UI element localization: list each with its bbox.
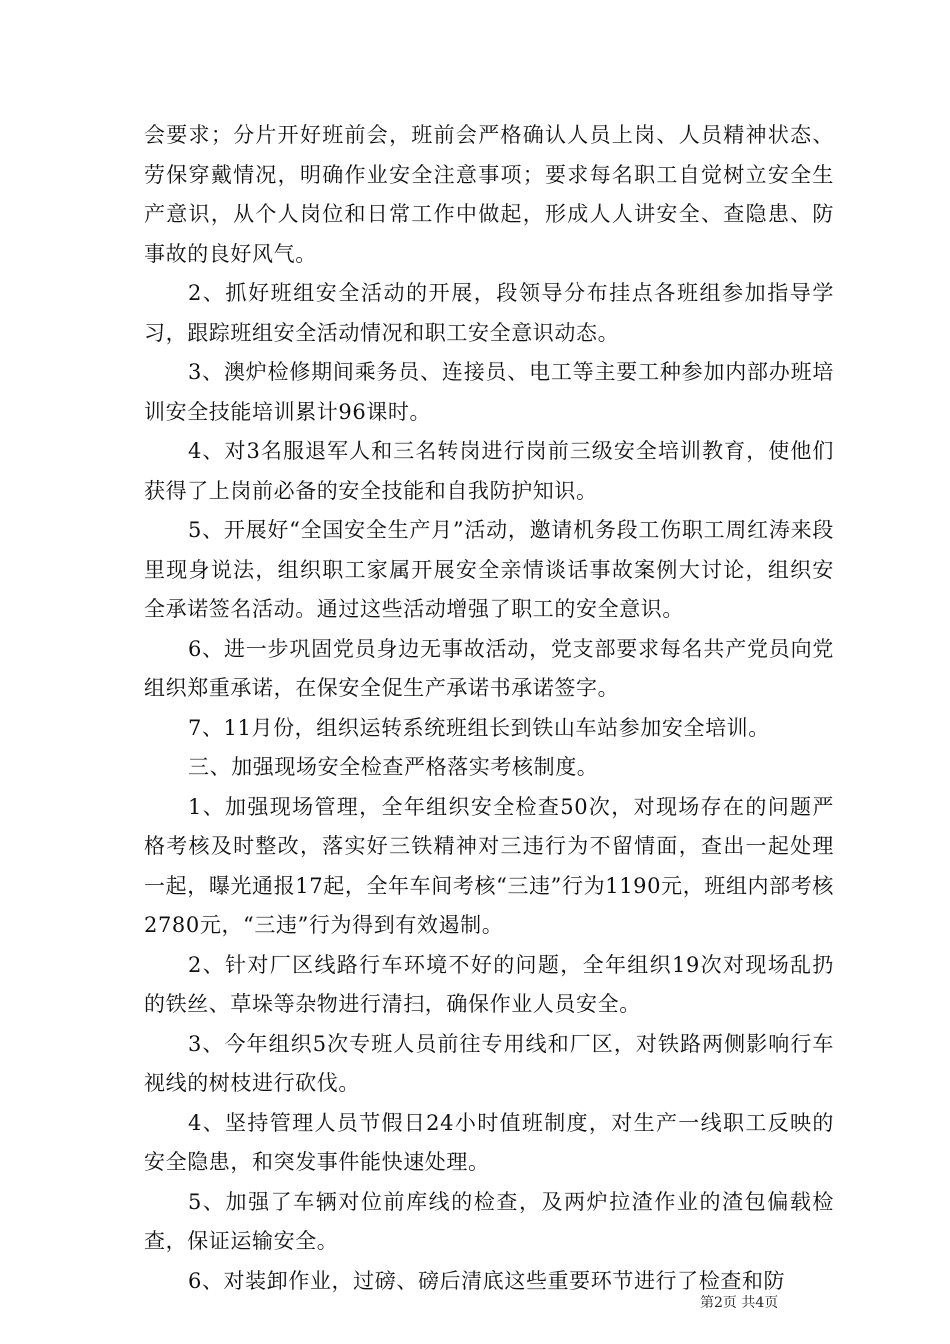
document-body xyxy=(144,116,834,1301)
paragraph-item-7: 7、11月份，组织运转系统班组长到铁山车站参加安全培训。 xyxy=(188,715,770,740)
paragraph-item-6: 6、进一步巩固党员身边无事故活动，党支部要求每名共产党员向党组织郑重承诺，在保安全促生产承诺书承诺签字。 xyxy=(144,636,834,700)
paragraph-section3-item-2: 2、针对厂区线路行车环境不好的问题，全年组织19次对现场乱扔的铁丝、草垛等杂物进行清扫，确保作业人员安全。 xyxy=(144,952,834,1016)
paragraph-item-3: 3、澳炉检修期间乘务员、连接员、电工等主要工种参加内部办班培训安全技能培训累计96课时。 xyxy=(144,360,834,424)
paragraph-section3-item-1: 1、加强现场管理，全年组织安全检查50次，对现场存在的问题严格考核及时整改，落实好三铁精神对三违行为不留情面，查出一起处理一起，曝光通报17起，全年车间考核“三违”行为1190元，班组内部考核2780元，“三违”行为得到有效遏制。 xyxy=(144,794,834,937)
paragraph-section3-item-3: 3、今年组织5次专班人员前往专用线和厂区，对铁路两侧影响行车视线的树枝进行砍伐。 xyxy=(144,1031,834,1095)
paragraph-item-4: 4、对3名服退军人和三名转岗进行岗前三级安全培训教育，使他们获得了上岗前必备的安全技能和自我防护知识。 xyxy=(144,439,834,503)
page-number-footer: 第2页 共4页 xyxy=(700,1295,779,1311)
paragraph-section3-item-4: 4、坚持管理人员节假日24小时值班制度，对生产一线职工反映的安全隐患，和突发事件能快速处理。 xyxy=(144,1110,834,1174)
section-heading-3: 三、加强现场安全检查严格落实考核制度。 xyxy=(188,755,599,779)
paragraph-item-2: 2、抓好班组安全活动的开展，段领导分布挂点各班组参加指导学习，跟踪班组安全活动情况和职工安全意识动态。 xyxy=(144,281,834,345)
paragraph-continuation: 会要求；分片开好班前会，班前会严格确认人员上岗、人员精神状态、劳保穿戴情况，明确作业安全注意事项；要求每名职工自觉树立安全生产意识，从个人岗位和日常工作中做起，形成人人讲安全、查隐患、防事故的良好风气。 xyxy=(144,123,834,266)
paragraph-section3-item-6: 6、对装卸作业，过磅、磅后清底这些重要环节进行了检查和防 xyxy=(188,1268,786,1293)
paragraph-item-5: 5、开展好“全国安全生产月”活动，邀请机务段工伤职工周红涛来段里现身说法，组织职工家属开展安全亲情谈话事故案例大讨论，组织安全承诺签名活动。通过这些活动增强了职工的安全意识。 xyxy=(144,518,834,621)
paragraph-section3-item-5: 5、加强了车辆对位前库线的检查，及两炉拉渣作业的渣包偏载检查，保证运输安全。 xyxy=(144,1189,834,1253)
